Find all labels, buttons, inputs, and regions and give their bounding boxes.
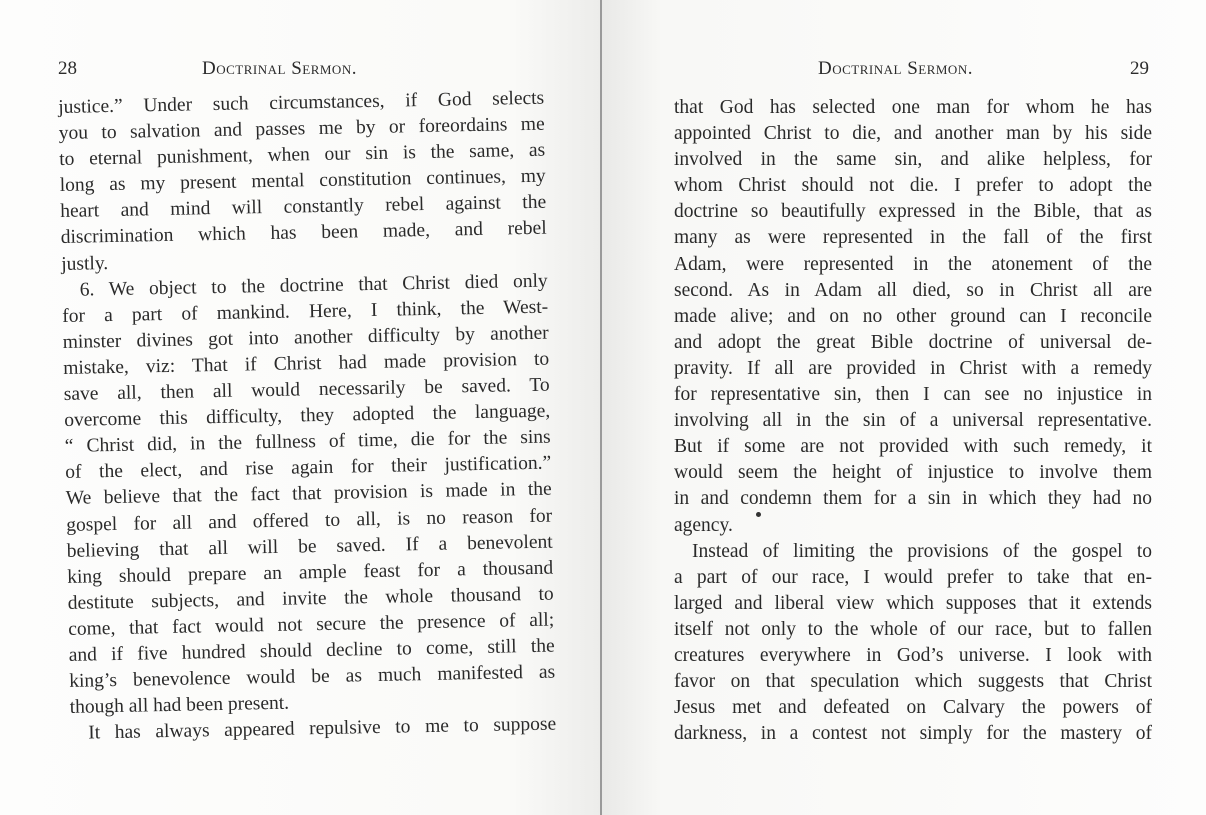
text-line: mistake, viz: That if Christ had made provision to: [63, 348, 550, 379]
left-page-body: [58, 86, 556, 748]
text-line: for representative sin, then I can see no injustice in: [674, 384, 1152, 406]
text-line: for a part of mankind. Here, I think, the West-: [62, 296, 549, 327]
text-line: whom Christ should not die. I prefer to adopt the: [674, 175, 1152, 197]
text-line: second. As in Adam all died, so in Christ all are: [674, 279, 1152, 301]
text-line: darkness, in a contest not simply for the mastery of: [674, 723, 1152, 745]
text-line: made alive; and on no other ground can I reconcile: [674, 305, 1152, 327]
text-line: many as were represented in the fall of the first: [674, 227, 1152, 249]
text-line: come, that fact would not secure the presence of all;: [68, 609, 555, 640]
right-page-body: [674, 95, 1152, 747]
left-page: [0, 0, 602, 815]
right-page-number: 29: [1130, 58, 1149, 79]
text-line: 6. We object to the doctrine that Christ died only: [79, 270, 548, 301]
text-line: and adopt the great Bible doctrine of universal de-: [674, 331, 1152, 353]
text-line: appointed Christ to die, and another man by his side: [674, 123, 1152, 145]
text-line: doctrine so beautifully expressed in the Bible, that as: [674, 201, 1152, 223]
text-line: destitute subjects, and invite the whole thousand to: [67, 583, 554, 614]
text-line: you to salvation and passes me by or foreordains me: [58, 113, 545, 145]
text-line: justice.” Under such circumstances, if God selects: [58, 87, 545, 118]
text-line: though all had been present.: [69, 692, 290, 719]
text-line: gospel for all and offered to all, is no reason for: [66, 505, 553, 536]
text-line: and if five hundred should decline to come, still the: [68, 635, 555, 666]
text-line: heart and mind will constantly rebel against the: [60, 192, 547, 223]
text-line: a part of our race, I would prefer to take that en-: [674, 566, 1152, 588]
text-line: minster divines got into another difficulty by another: [62, 322, 549, 353]
text-line: Jesus met and defeated on Calvary the powers of: [674, 697, 1152, 719]
text-line: But if some are not provided with such remedy, it: [674, 436, 1152, 458]
text-line: of the elect, and rise again for their justification.”: [65, 452, 552, 484]
text-line: involved in the same sin, and alike helpless, for: [674, 149, 1152, 171]
text-line: involving all in the sin of a universal representative.: [674, 410, 1152, 432]
text-line: overcome this difficulty, they adopted the language,: [64, 400, 551, 432]
text-line: believing that all will be saved. If a benevolent: [66, 531, 553, 562]
text-line: would seem the height of injustice to involve them: [674, 462, 1152, 484]
text-line: larged and liberal view which supposes that it extends: [674, 592, 1152, 614]
text-line: itself not only to the whole of our race, but to fallen: [674, 618, 1152, 640]
text-line: “ Christ did, in the fullness of time, die for the sins: [64, 426, 551, 458]
text-line: favor on that speculation which suggests that Christ: [674, 671, 1152, 693]
text-line: to eternal punishment, when our sin is the same, as: [59, 139, 546, 171]
text-line: discrimination which has been made, and rebel: [60, 218, 547, 249]
ink-speck: [756, 512, 761, 517]
text-line: justly.: [61, 252, 109, 275]
text-line: in and condemn them for a sin in which they had no: [674, 488, 1152, 510]
text-line: Instead of limiting the provisions of the gospel to: [692, 540, 1152, 562]
text-line: that God has selected one man for whom he has: [674, 97, 1152, 118]
right-page: [602, 0, 1206, 815]
text-line: It has always appeared repulsive to me to suppose: [88, 713, 557, 744]
text-line: agency.: [674, 514, 733, 536]
text-line: save all, then all would necessarily be saved. To: [63, 374, 550, 405]
text-line: king’s benevolence would be as much manifested as: [69, 661, 556, 692]
text-line: king should prepare an ample feast for a thousand: [67, 557, 554, 588]
text-line: Adam, were represented in the atonement of the: [674, 253, 1152, 275]
text-line: We believe that the fact that provision is made in the: [65, 479, 552, 510]
right-running-title: Doctrinal Sermon.: [818, 58, 973, 79]
text-line: long as my present mental constitution continues, my: [59, 165, 546, 197]
left-page-number: 28: [58, 58, 77, 79]
text-line: pravity. If all are provided in Christ with a remedy: [674, 357, 1152, 379]
left-running-title: Doctrinal Sermon.: [202, 58, 357, 79]
text-line: creatures everywhere in God’s universe. I look with: [674, 644, 1152, 666]
